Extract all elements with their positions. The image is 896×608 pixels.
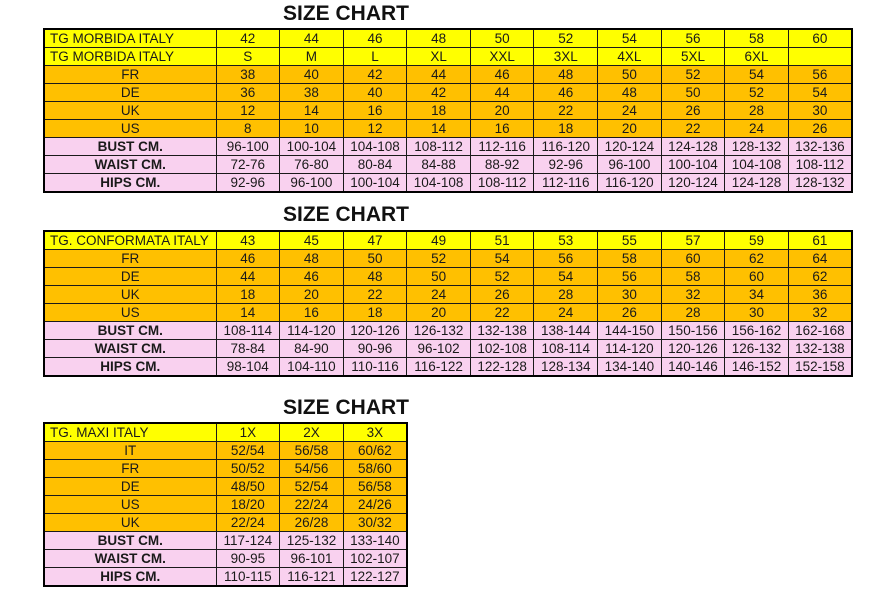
size-value-cell: 110-116	[343, 358, 407, 377]
table-row	[44, 304, 852, 322]
size-value-cell: 42	[407, 84, 471, 102]
size-value-cell: 108-114	[216, 322, 280, 340]
size-value-cell: 128-132	[725, 138, 789, 156]
size-value-cell: 49	[407, 231, 471, 250]
size-value-cell: 122-127	[343, 568, 407, 587]
size-chart-title-3: SIZE CHART	[283, 396, 409, 419]
size-value-cell: 52	[534, 29, 598, 48]
size-value-cell: 132-138	[470, 322, 534, 340]
size-value-cell: 90-95	[216, 550, 280, 568]
size-value-cell: 104-108	[407, 174, 471, 193]
size-value-cell: 48	[280, 250, 344, 268]
size-value-cell: 128-134	[534, 358, 598, 377]
size-value-cell: 46	[343, 29, 407, 48]
size-value-cell: 54	[725, 66, 789, 84]
size-value-cell: 90-96	[343, 340, 407, 358]
size-value-cell: 48	[343, 268, 407, 286]
size-value-cell: 96-102	[407, 340, 471, 358]
size-value-cell: XXL	[470, 48, 534, 66]
size-value-cell: 84-88	[407, 156, 471, 174]
size-value-cell: 18/20	[216, 496, 280, 514]
size-value-cell: 56	[788, 66, 852, 84]
size-value-cell: 116-120	[534, 138, 598, 156]
size-value-cell: 138-144	[534, 322, 598, 340]
size-value-cell: 30	[598, 286, 662, 304]
size-value-cell: 30/32	[343, 514, 407, 532]
size-value-cell: 24	[598, 102, 662, 120]
size-value-cell: 58	[725, 29, 789, 48]
size-value-cell: 26	[470, 286, 534, 304]
size-value-cell: 120-124	[661, 174, 725, 193]
row-label-cell: TG MORBIDA ITALY	[44, 29, 216, 48]
row-label-cell: FR	[44, 250, 216, 268]
table-row	[44, 29, 852, 48]
row-label-cell: WAIST CM.	[44, 156, 216, 174]
size-value-cell: 62	[725, 250, 789, 268]
size-value-cell: 61	[788, 231, 852, 250]
size-value-cell: 28	[534, 286, 598, 304]
size-value-cell: 24/26	[343, 496, 407, 514]
size-value-cell: 14	[216, 304, 280, 322]
table-row	[44, 48, 852, 66]
size-value-cell: 46	[470, 66, 534, 84]
size-value-cell: XL	[407, 48, 471, 66]
size-value-cell: 53	[534, 231, 598, 250]
size-value-cell: 42	[343, 66, 407, 84]
size-value-cell: 58	[661, 268, 725, 286]
size-value-cell: 44	[216, 268, 280, 286]
size-value-cell: 144-150	[598, 322, 662, 340]
table-row	[44, 358, 852, 377]
size-value-cell: 3XL	[534, 48, 598, 66]
size-value-cell: 30	[725, 304, 789, 322]
size-value-cell: 50	[343, 250, 407, 268]
size-value-cell: 46	[216, 250, 280, 268]
size-value-cell: 108-114	[534, 340, 598, 358]
size-value-cell: 84-90	[280, 340, 344, 358]
size-value-cell: 122-128	[470, 358, 534, 377]
size-value-cell: 116-121	[280, 568, 344, 587]
size-value-cell: 20	[407, 304, 471, 322]
size-value-cell: 62	[788, 268, 852, 286]
size-value-cell: L	[343, 48, 407, 66]
size-value-cell: 48/50	[216, 478, 280, 496]
size-value-cell: 114-120	[598, 340, 662, 358]
size-value-cell: 46	[280, 268, 344, 286]
size-value-cell: 24	[725, 120, 789, 138]
size-value-cell: 96-100	[216, 138, 280, 156]
size-value-cell: 78-84	[216, 340, 280, 358]
size-value-cell: 54	[598, 29, 662, 48]
size-value-cell: 18	[407, 102, 471, 120]
row-label-cell: US	[44, 120, 216, 138]
size-value-cell: 38	[216, 66, 280, 84]
size-value-cell: 92-96	[534, 156, 598, 174]
size-value-cell: 116-122	[407, 358, 471, 377]
size-chart-title-2: SIZE CHART	[283, 203, 409, 226]
size-value-cell: 108-112	[407, 138, 471, 156]
table-row	[44, 423, 407, 442]
size-value-cell: 134-140	[598, 358, 662, 377]
size-value-cell: 18	[216, 286, 280, 304]
size-value-cell: 72-76	[216, 156, 280, 174]
size-value-cell: 22	[343, 286, 407, 304]
size-value-cell	[788, 48, 852, 66]
size-value-cell: 18	[343, 304, 407, 322]
size-value-cell: 60	[788, 29, 852, 48]
size-value-cell: 22	[534, 102, 598, 120]
row-label-cell: UK	[44, 514, 216, 532]
size-value-cell: 59	[725, 231, 789, 250]
size-value-cell: 125-132	[280, 532, 344, 550]
size-value-cell: 56/58	[343, 478, 407, 496]
size-value-cell: 5XL	[661, 48, 725, 66]
size-value-cell: 16	[343, 102, 407, 120]
size-value-cell: 4XL	[598, 48, 662, 66]
size-value-cell: 60/62	[343, 442, 407, 460]
row-label-cell: WAIST CM.	[44, 550, 216, 568]
size-chart-table-morbida	[43, 28, 853, 193]
size-value-cell: 128-132	[788, 174, 852, 193]
size-value-cell: 58	[598, 250, 662, 268]
size-value-cell: 150-156	[661, 322, 725, 340]
size-value-cell: 44	[280, 29, 344, 48]
table-row	[44, 514, 407, 532]
size-value-cell: 16	[280, 304, 344, 322]
table-row	[44, 102, 852, 120]
table-row	[44, 156, 852, 174]
size-value-cell: 96-100	[280, 174, 344, 193]
size-value-cell: 110-115	[216, 568, 280, 587]
size-value-cell: 51	[470, 231, 534, 250]
size-value-cell: 36	[216, 84, 280, 102]
row-label-cell: TG. MAXI ITALY	[44, 423, 216, 442]
size-value-cell: 57	[661, 231, 725, 250]
table-row	[44, 231, 852, 250]
size-value-cell: 120-124	[598, 138, 662, 156]
size-value-cell: 46	[534, 84, 598, 102]
size-value-cell: 102-107	[343, 550, 407, 568]
size-value-cell: 54	[470, 250, 534, 268]
size-value-cell: 45	[280, 231, 344, 250]
size-value-cell: 24	[534, 304, 598, 322]
size-chart-table-conformata	[43, 230, 853, 377]
size-value-cell: 18	[534, 120, 598, 138]
table-row	[44, 442, 407, 460]
size-value-cell: 126-132	[407, 322, 471, 340]
table-row	[44, 496, 407, 514]
size-value-cell: 102-108	[470, 340, 534, 358]
size-value-cell: 96-100	[598, 156, 662, 174]
row-label-cell: DE	[44, 84, 216, 102]
row-label-cell: BUST CM.	[44, 532, 216, 550]
size-value-cell: 108-112	[470, 174, 534, 193]
size-value-cell: 55	[598, 231, 662, 250]
table-row	[44, 66, 852, 84]
size-value-cell: 104-108	[725, 156, 789, 174]
size-value-cell: 22	[661, 120, 725, 138]
size-value-cell: 56	[598, 268, 662, 286]
row-label-cell: HIPS CM.	[44, 568, 216, 587]
table-row	[44, 568, 407, 587]
size-value-cell: 38	[280, 84, 344, 102]
size-value-cell: 76-80	[280, 156, 344, 174]
size-value-cell: 116-120	[598, 174, 662, 193]
row-label-cell: FR	[44, 66, 216, 84]
size-value-cell: 43	[216, 231, 280, 250]
size-value-cell: 52	[725, 84, 789, 102]
size-value-cell: 146-152	[725, 358, 789, 377]
size-value-cell: 10	[280, 120, 344, 138]
size-chart-title-1: SIZE CHART	[283, 2, 409, 25]
row-label-cell: WAIST CM.	[44, 340, 216, 358]
size-value-cell: 52/54	[280, 478, 344, 496]
size-value-cell: 162-168	[788, 322, 852, 340]
table-row	[44, 532, 407, 550]
table-row	[44, 268, 852, 286]
table-row	[44, 550, 407, 568]
size-value-cell: 124-128	[661, 138, 725, 156]
size-value-cell: 100-104	[280, 138, 344, 156]
row-label-cell: BUST CM.	[44, 138, 216, 156]
size-value-cell: 26/28	[280, 514, 344, 532]
table-row	[44, 322, 852, 340]
size-value-cell: 126-132	[725, 340, 789, 358]
size-value-cell: 114-120	[280, 322, 344, 340]
size-value-cell: 54/56	[280, 460, 344, 478]
size-value-cell: 22	[470, 304, 534, 322]
table-row	[44, 84, 852, 102]
size-value-cell: 40	[280, 66, 344, 84]
size-value-cell: 36	[788, 286, 852, 304]
size-value-cell: 140-146	[661, 358, 725, 377]
size-value-cell: 28	[725, 102, 789, 120]
size-value-cell: S	[216, 48, 280, 66]
size-value-cell: 20	[470, 102, 534, 120]
size-value-cell: 22/24	[216, 514, 280, 532]
size-value-cell: 48	[407, 29, 471, 48]
size-value-cell: 30	[788, 102, 852, 120]
size-value-cell: 48	[534, 66, 598, 84]
size-value-cell: 50	[407, 268, 471, 286]
size-value-cell: 108-112	[788, 156, 852, 174]
size-value-cell: 54	[788, 84, 852, 102]
size-value-cell: 14	[407, 120, 471, 138]
size-value-cell: 124-128	[725, 174, 789, 193]
row-label-cell: UK	[44, 102, 216, 120]
row-label-cell: DE	[44, 478, 216, 496]
table-row	[44, 250, 852, 268]
row-label-cell: US	[44, 496, 216, 514]
size-value-cell: 44	[407, 66, 471, 84]
size-value-cell: 50/52	[216, 460, 280, 478]
size-value-cell: 120-126	[343, 322, 407, 340]
size-value-cell: 52/54	[216, 442, 280, 460]
size-value-cell: 100-104	[343, 174, 407, 193]
size-value-cell: 52	[470, 268, 534, 286]
size-value-cell: M	[280, 48, 344, 66]
size-value-cell: 6XL	[725, 48, 789, 66]
size-value-cell: 26	[598, 304, 662, 322]
size-value-cell: 88-92	[470, 156, 534, 174]
row-label-cell: US	[44, 304, 216, 322]
size-value-cell: 80-84	[343, 156, 407, 174]
size-value-cell: 8	[216, 120, 280, 138]
table-row	[44, 120, 852, 138]
table-row	[44, 286, 852, 304]
size-value-cell: 152-158	[788, 358, 852, 377]
size-value-cell: 12	[216, 102, 280, 120]
table-row	[44, 340, 852, 358]
size-value-cell: 120-126	[661, 340, 725, 358]
row-label-cell: IT	[44, 442, 216, 460]
size-value-cell: 20	[280, 286, 344, 304]
size-value-cell: 47	[343, 231, 407, 250]
size-value-cell: 112-116	[470, 138, 534, 156]
row-label-cell: TG. CONFORMATA ITALY	[44, 231, 216, 250]
size-value-cell: 104-108	[343, 138, 407, 156]
size-value-cell: 56	[534, 250, 598, 268]
size-value-cell: 40	[343, 84, 407, 102]
size-value-cell: 98-104	[216, 358, 280, 377]
size-value-cell: 60	[661, 250, 725, 268]
size-value-cell: 96-101	[280, 550, 344, 568]
size-value-cell: 16	[470, 120, 534, 138]
table-row	[44, 174, 852, 193]
size-value-cell: 56/58	[280, 442, 344, 460]
size-value-cell: 133-140	[343, 532, 407, 550]
row-label-cell: BUST CM.	[44, 322, 216, 340]
size-value-cell: 50	[470, 29, 534, 48]
size-value-cell: 12	[343, 120, 407, 138]
size-value-cell: 100-104	[661, 156, 725, 174]
size-value-cell: 52	[661, 66, 725, 84]
size-value-cell: 20	[598, 120, 662, 138]
table-row	[44, 478, 407, 496]
size-value-cell: 14	[280, 102, 344, 120]
size-value-cell: 132-138	[788, 340, 852, 358]
row-label-cell: TG MORBIDA ITALY	[44, 48, 216, 66]
size-value-cell: 60	[725, 268, 789, 286]
size-value-cell: 3X	[343, 423, 407, 442]
size-value-cell: 48	[598, 84, 662, 102]
size-value-cell: 92-96	[216, 174, 280, 193]
size-value-cell: 54	[534, 268, 598, 286]
size-value-cell: 64	[788, 250, 852, 268]
size-value-cell: 22/24	[280, 496, 344, 514]
size-value-cell: 58/60	[343, 460, 407, 478]
size-value-cell: 42	[216, 29, 280, 48]
row-label-cell: DE	[44, 268, 216, 286]
size-value-cell: 56	[661, 29, 725, 48]
size-value-cell: 50	[661, 84, 725, 102]
size-value-cell: 26	[788, 120, 852, 138]
size-value-cell: 132-136	[788, 138, 852, 156]
size-value-cell: 32	[661, 286, 725, 304]
size-value-cell: 104-110	[280, 358, 344, 377]
row-label-cell: FR	[44, 460, 216, 478]
size-value-cell: 34	[725, 286, 789, 304]
size-value-cell: 26	[661, 102, 725, 120]
row-label-cell: HIPS CM.	[44, 358, 216, 377]
size-value-cell: 32	[788, 304, 852, 322]
row-label-cell: HIPS CM.	[44, 174, 216, 193]
size-value-cell: 28	[661, 304, 725, 322]
size-value-cell: 50	[598, 66, 662, 84]
size-value-cell: 156-162	[725, 322, 789, 340]
size-value-cell: 2X	[280, 423, 344, 442]
size-value-cell: 44	[470, 84, 534, 102]
size-value-cell: 1X	[216, 423, 280, 442]
size-value-cell: 112-116	[534, 174, 598, 193]
size-value-cell: 52	[407, 250, 471, 268]
row-label-cell: UK	[44, 286, 216, 304]
table-row	[44, 460, 407, 478]
table-row	[44, 138, 852, 156]
size-value-cell: 117-124	[216, 532, 280, 550]
size-chart-table-maxi	[43, 422, 408, 587]
size-value-cell: 24	[407, 286, 471, 304]
